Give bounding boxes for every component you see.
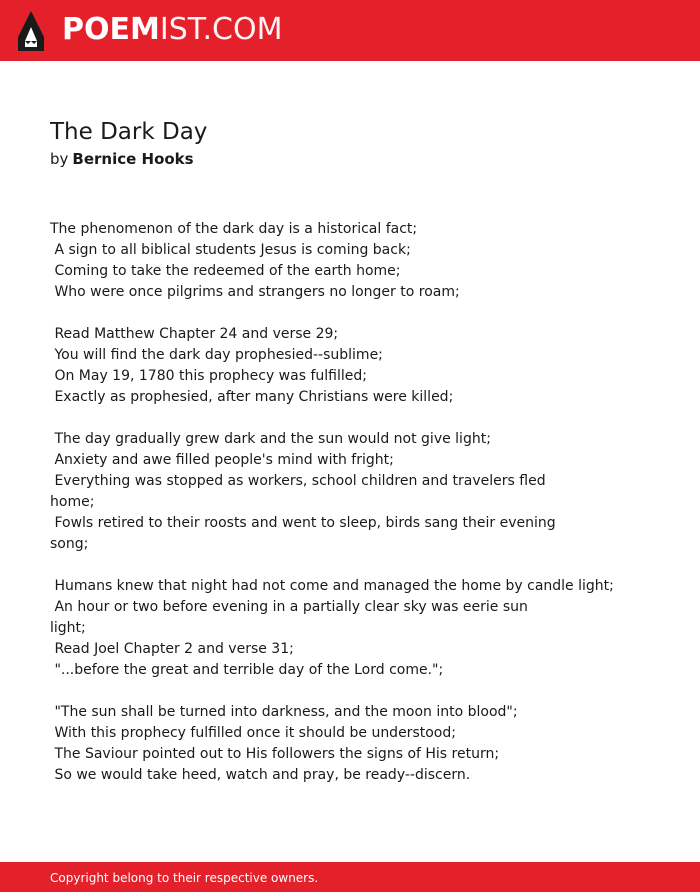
poem-line: The day gradually grew dark and the sun would not give light; bbox=[50, 431, 491, 447]
poem-line: On May 19, 1780 this prophecy was fulfilled; bbox=[50, 368, 367, 384]
poem-line: The phenomenon of the dark day is a historical fact; bbox=[50, 221, 418, 237]
poem-line: Everything was stopped as workers, school children and travelers fled bbox=[50, 473, 546, 489]
pencil-logo-icon[interactable] bbox=[17, 11, 45, 51]
poem-line: "...before the great and terrible day of the Lord come."; bbox=[50, 662, 444, 678]
site-header bbox=[0, 0, 700, 61]
poem-line: So we would take heed, watch and pray, be ready--discern. bbox=[50, 767, 471, 783]
poem-line: You will find the dark day prophesied--sublime; bbox=[50, 347, 383, 363]
site-logo[interactable] bbox=[62, 13, 282, 47]
poem-line: Fowls retired to their roosts and went to sleep, birds sang their evening bbox=[50, 515, 556, 531]
poem-body bbox=[50, 219, 650, 786]
logo-light-text: IST.COM bbox=[159, 12, 283, 47]
poem-line: With this prophecy fulfilled once it should be understood; bbox=[50, 725, 456, 741]
stanza-gap bbox=[50, 681, 650, 702]
poem-line: An hour or two before evening in a partially clear sky was eerie sun bbox=[50, 599, 528, 615]
stanza-gap bbox=[50, 555, 650, 576]
site-footer bbox=[0, 862, 700, 892]
stanza-gap bbox=[50, 408, 650, 429]
poem-line: "The sun shall be turned into darkness, and the moon into blood"; bbox=[50, 704, 518, 720]
poem-line: Coming to take the redeemed of the earth home; bbox=[50, 263, 401, 279]
stanza-gap bbox=[50, 303, 650, 324]
poem-line: home; bbox=[50, 494, 95, 510]
copyright-text: Copyright belong to their respective owners. bbox=[50, 871, 319, 885]
logo-bold-text: POEM bbox=[62, 12, 160, 47]
poem-line: light; bbox=[50, 620, 86, 636]
poem-line: Who were once pilgrims and strangers no longer to roam; bbox=[50, 284, 460, 300]
author-name: Bernice Hooks bbox=[72, 150, 194, 168]
by-label: by bbox=[50, 150, 69, 168]
poem-title: The Dark Day bbox=[50, 119, 208, 145]
poem-line: Read Matthew Chapter 24 and verse 29; bbox=[50, 326, 339, 342]
poem-line: Exactly as prophesied, after many Christians were killed; bbox=[50, 389, 454, 405]
poem-line: A sign to all biblical students Jesus is coming back; bbox=[50, 242, 411, 258]
poem-line: song; bbox=[50, 536, 89, 552]
poem-line: The Saviour pointed out to His followers the signs of His return; bbox=[50, 746, 500, 762]
poem-line: Read Joel Chapter 2 and verse 31; bbox=[50, 641, 294, 657]
poem-line: Anxiety and awe filled people's mind with fright; bbox=[50, 452, 394, 468]
poem-line: Humans knew that night had not come and managed the home by candle light; bbox=[50, 578, 614, 594]
byline bbox=[50, 149, 194, 169]
